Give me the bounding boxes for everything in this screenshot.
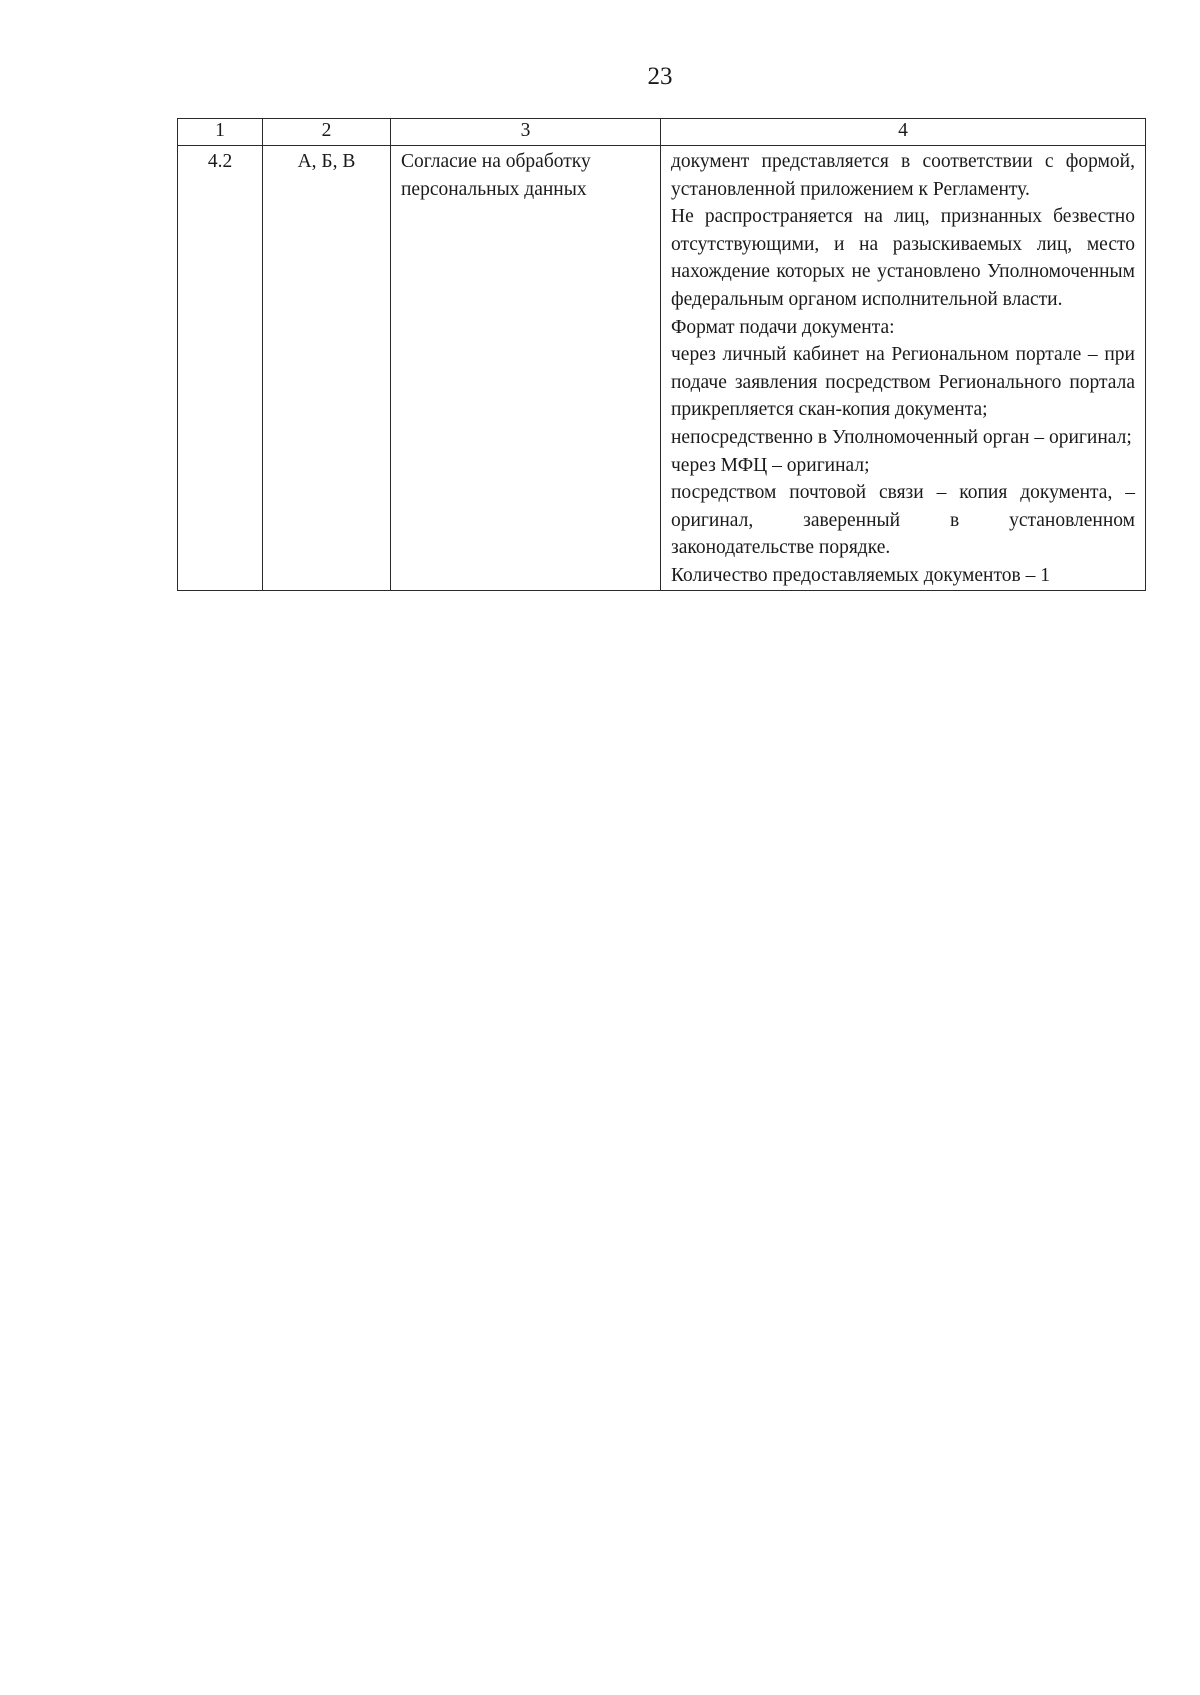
document-requirements-cell (661, 146, 1146, 591)
requirement-paragraph: Формат подачи документа: (671, 316, 895, 338)
requirements-table (177, 118, 1146, 591)
table-header-row (178, 119, 1146, 146)
column-header-2: 2 (263, 119, 391, 146)
requirement-paragraph: Количество предоставляемых документов – 1 (671, 564, 1050, 586)
table-row (178, 146, 1146, 591)
requirement-paragraph: через МФЦ – оригинал; (671, 454, 870, 476)
requirement-paragraph: через личный кабинет на Региональном портале – при подаче заявления посредством Регионального портала прикрепляется скан-копия документа; (671, 344, 1135, 421)
column-header-1: 1 (178, 119, 263, 146)
requirement-paragraph: непосредственно в Уполномоченный орган – оригинал; (671, 426, 1132, 448)
requirement-paragraph: Не распространяется на лиц, признанных безвестно отсутствующими, и на разыскиваемых лиц, место нахождение которых не установлено Уполномоченным федеральным органом исполнительной власти. (671, 206, 1135, 310)
column-header-3: 3 (391, 119, 661, 146)
column-header-4: 4 (661, 119, 1146, 146)
row-number-cell: 4.2 (178, 146, 263, 591)
document-name-cell: Согласие на обработку персональных данных (391, 146, 661, 591)
requirement-paragraph: документ представляется в соответствии с формой, установленной приложением к Регламенту. (671, 151, 1135, 200)
page-number: 23 (647, 63, 673, 90)
applicant-categories-cell: А, Б, В (263, 146, 391, 591)
requirement-paragraph: посредством почтовой связи – копия документа, – оригинал, заверенный в установленном законодательстве порядке. (671, 482, 1135, 559)
